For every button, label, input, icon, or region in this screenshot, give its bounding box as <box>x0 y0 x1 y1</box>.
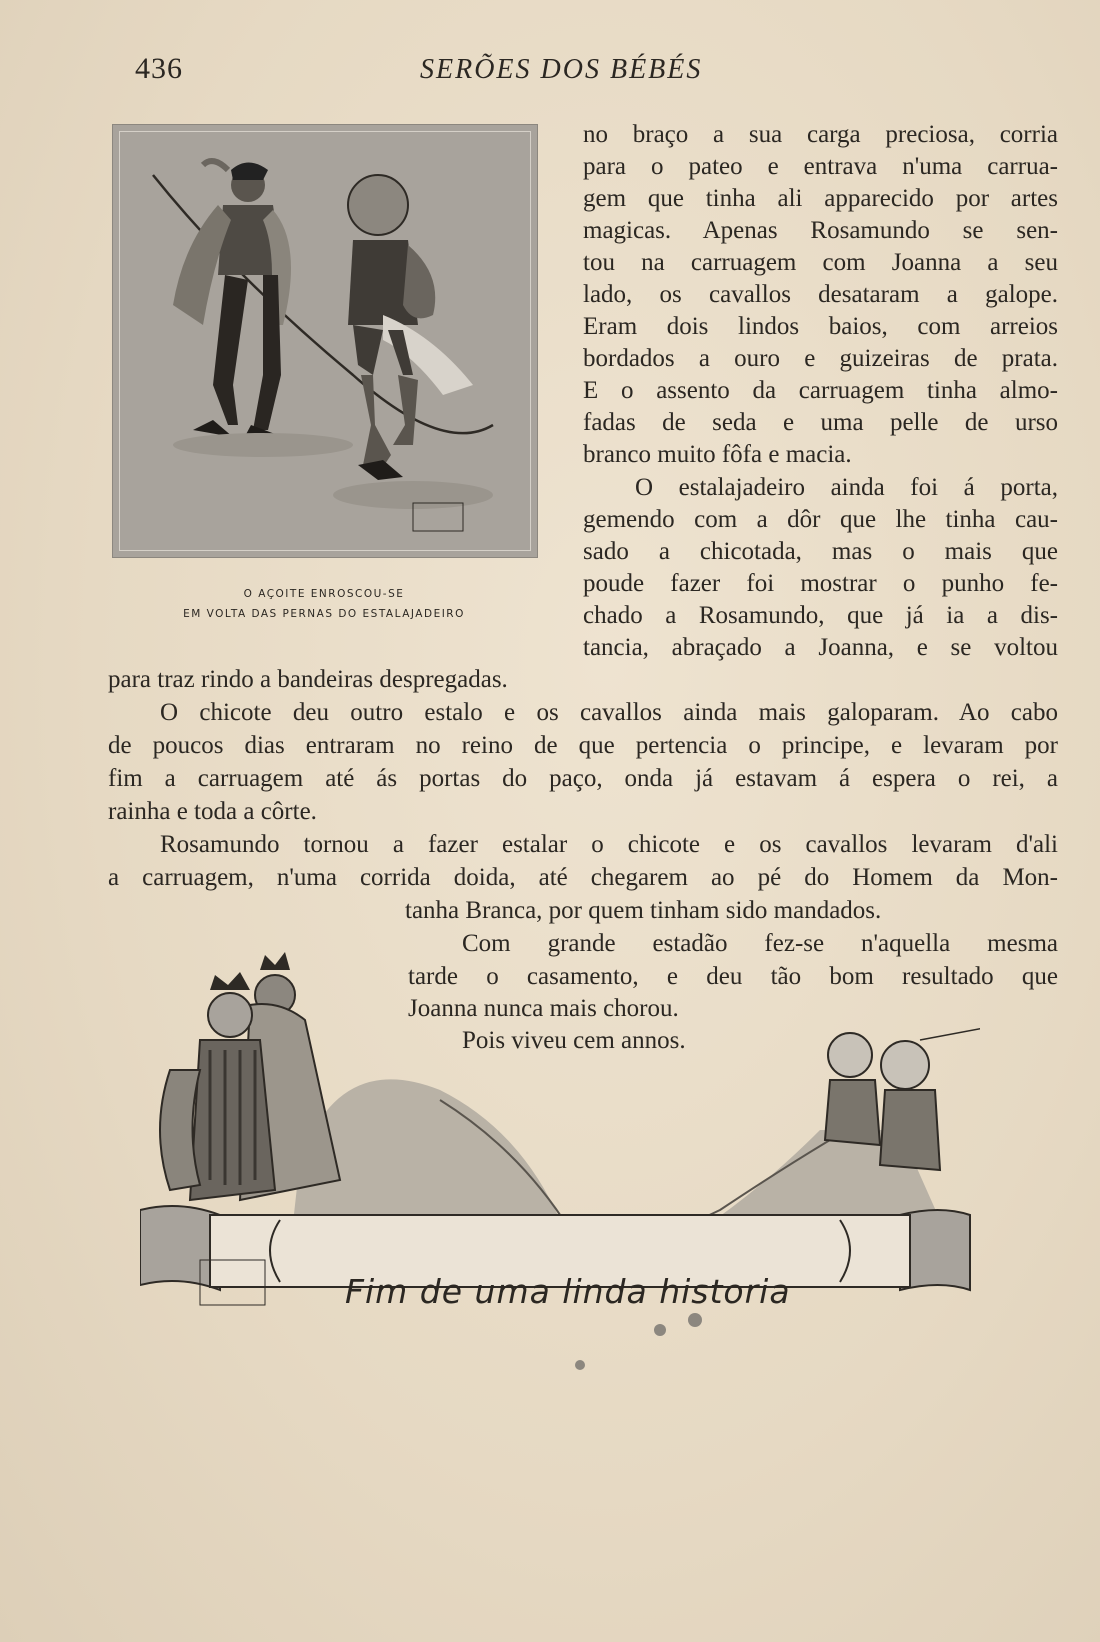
body-line: magicas. Apenas Rosamundo se sen- <box>583 217 1058 244</box>
body-line: sado a chicotada, mas o mais que <box>583 538 1058 565</box>
body-line: O estalajadeiro ainda foi á porta, <box>635 474 1058 501</box>
body-line: lado, os cavallos desataram a galope. <box>583 281 1058 308</box>
running-head: SERÕES DOS BÉBÉS <box>420 54 703 85</box>
body-line: para traz rindo a bandeiras despregadas. <box>108 666 508 693</box>
body-line: Com grande estadão fez-se n'aquella mesma <box>462 930 1058 957</box>
body-line: fim a carruagem até ás portas do paço, onda já estavam á espera o rei, a <box>108 765 1058 792</box>
end-illustration-wedding <box>140 930 980 1390</box>
body-line: branco muito fôfa e macia. <box>583 441 852 468</box>
body-line: chado a Rosamundo, que já ia a dis- <box>583 602 1058 629</box>
body-line: Rosamundo tornou a fazer estalar o chicote e os cavallos levaram d'ali <box>160 831 1058 858</box>
body-line: poude fazer foi mostrar o punho fe- <box>583 570 1058 597</box>
body-line: gemendo com a dôr que lhe tinha cau- <box>583 506 1058 533</box>
illustration-whip-scene <box>112 124 538 558</box>
body-line: E o assento da carruagem tinha almo- <box>583 377 1058 404</box>
body-line: Eram dois lindos baios, com arreios <box>583 313 1058 340</box>
body-line: no braço a sua carga preciosa, corria <box>583 121 1058 148</box>
body-line: Joanna nunca mais chorou. <box>408 995 679 1022</box>
body-line: de poucos dias entraram no reino de que pertencia o principe, e levaram por <box>108 732 1058 759</box>
body-line: O chicote deu outro estalo e os cavallos ainda mais galoparam. Ao cabo <box>160 699 1058 726</box>
body-line: gem que tinha ali apparecido por artes <box>583 185 1058 212</box>
end-banner-text: Fim de uma linda historia <box>345 1272 791 1311</box>
body-line: fadas de seda e uma pelle de urso <box>583 409 1058 436</box>
body-line: tancia, abraçado a Joanna, e se voltou <box>583 634 1058 661</box>
body-line: rainha e toda a côrte. <box>108 798 317 825</box>
illustration-whip-drawing <box>113 125 537 557</box>
body-line: para o pateo e entrava n'uma carrua- <box>583 153 1058 180</box>
body-line: a carruagem, n'uma corrida doida, até chegarem ao pé do Homem da Mon- <box>108 864 1058 891</box>
body-line: tanha Branca, por quem tinham sido mandados. <box>405 897 882 924</box>
figure-caption-line-1: O AÇOITE ENROSCOU-SE <box>243 588 405 600</box>
body-line: Pois viveu cem annos. <box>462 1027 686 1054</box>
figure-caption-line-2: EM VOLTA DAS PERNAS DO ESTALAJADEIRO <box>183 608 465 620</box>
page-number: 436 <box>135 52 183 85</box>
body-line: bordados a ouro e guizeiras de prata. <box>583 345 1058 372</box>
body-line: tou na carruagem com Joanna a seu <box>583 249 1058 276</box>
body-line: tarde o casamento, e deu tão bom resultado que <box>408 963 1058 990</box>
